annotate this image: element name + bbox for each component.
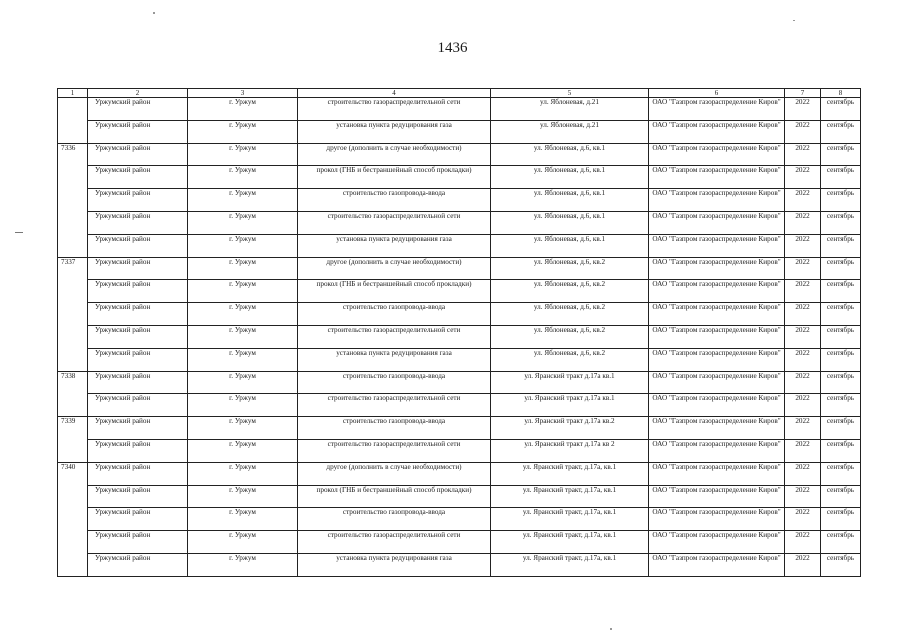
cell-month: сентябрь	[821, 485, 861, 508]
cell-month: сентябрь	[821, 462, 861, 485]
cell-city: г. Уржум	[188, 166, 298, 189]
cell-organization: ОАО "Газпром газораспределение Киров"	[649, 234, 785, 257]
cell-district: Уржумский район	[88, 485, 188, 508]
cell-district: Уржумский район	[88, 189, 188, 212]
cell-work-type: другое (дополнить в случае необходимости)	[298, 462, 491, 485]
cell-district: Уржумский район	[88, 98, 188, 121]
cell-city: г. Уржум	[188, 257, 298, 280]
cell-address: ул. Яранский тракт д.17а кв.1	[491, 371, 649, 394]
cell-year: 2022	[785, 280, 821, 303]
cell-number: 7340	[58, 462, 88, 485]
cell-city: г. Уржум	[188, 120, 298, 143]
cell-month: сентябрь	[821, 234, 861, 257]
cell-work-type: прокол (ГНБ и бестраншейный способ прокладки)	[298, 485, 491, 508]
cell-number	[58, 303, 88, 326]
cell-address: ул. Яблоневая, д.6, кв.2	[491, 303, 649, 326]
column-number: 3	[188, 89, 298, 98]
table-row	[58, 280, 861, 303]
cell-city: г. Уржум	[188, 371, 298, 394]
cell-city: г. Уржум	[188, 348, 298, 371]
cell-city: г. Уржум	[188, 143, 298, 166]
cell-address: ул. Яранский тракт д.17а кв.1	[491, 394, 649, 417]
column-number: 1	[58, 89, 88, 98]
cell-number: 7338	[58, 371, 88, 394]
cell-month: сентябрь	[821, 303, 861, 326]
cell-month: сентябрь	[821, 211, 861, 234]
cell-year: 2022	[785, 417, 821, 440]
cell-district: Уржумский район	[88, 166, 188, 189]
cell-work-type: другое (дополнить в случае необходимости)	[298, 257, 491, 280]
cell-year: 2022	[785, 143, 821, 166]
cell-month: сентябрь	[821, 257, 861, 280]
cell-address: ул. Яблоневая, д.6, кв.1	[491, 166, 649, 189]
cell-district: Уржумский район	[88, 348, 188, 371]
cell-number	[58, 439, 88, 462]
scan-speck	[153, 12, 155, 14]
scan-speck	[15, 232, 23, 233]
table-row	[58, 508, 861, 531]
cell-district: Уржумский район	[88, 394, 188, 417]
column-number-row	[58, 89, 861, 98]
cell-city: г. Уржум	[188, 303, 298, 326]
cell-address: ул. Яблоневая, д.6, кв.2	[491, 257, 649, 280]
cell-month: сентябрь	[821, 531, 861, 554]
cell-number	[58, 348, 88, 371]
cell-work-type: установка пункта редуцирования газа	[298, 234, 491, 257]
column-number: 4	[298, 89, 491, 98]
cell-number	[58, 166, 88, 189]
cell-month: сентябрь	[821, 280, 861, 303]
cell-district: Уржумский район	[88, 462, 188, 485]
cell-number: 7339	[58, 417, 88, 440]
table-row	[58, 462, 861, 485]
cell-number	[58, 189, 88, 212]
cell-work-type: строительство газопровода-ввода	[298, 371, 491, 394]
cell-city: г. Уржум	[188, 508, 298, 531]
cell-year: 2022	[785, 234, 821, 257]
cell-number	[58, 211, 88, 234]
cell-organization: ОАО "Газпром газораспределение Киров"	[649, 143, 785, 166]
cell-organization: ОАО "Газпром газораспределение Киров"	[649, 325, 785, 348]
cell-year: 2022	[785, 394, 821, 417]
cell-district: Уржумский район	[88, 553, 188, 576]
column-number: 7	[785, 89, 821, 98]
cell-month: сентябрь	[821, 394, 861, 417]
cell-organization: ОАО "Газпром газораспределение Киров"	[649, 98, 785, 121]
cell-number	[58, 234, 88, 257]
cell-organization: ОАО "Газпром газораспределение Киров"	[649, 280, 785, 303]
cell-work-type: строительство газораспределительной сети	[298, 98, 491, 121]
cell-address: ул. Яблоневая, д.21	[491, 98, 649, 121]
cell-year: 2022	[785, 371, 821, 394]
cell-number	[58, 485, 88, 508]
cell-address: ул. Яблоневая, д.6, кв.2	[491, 348, 649, 371]
cell-month: сентябрь	[821, 371, 861, 394]
column-number: 8	[821, 89, 861, 98]
cell-city: г. Уржум	[188, 553, 298, 576]
cell-work-type: строительство газопровода-ввода	[298, 417, 491, 440]
table-row	[58, 189, 861, 212]
cell-organization: ОАО "Газпром газораспределение Киров"	[649, 394, 785, 417]
cell-number	[58, 553, 88, 576]
cell-city: г. Уржум	[188, 325, 298, 348]
cell-organization: ОАО "Газпром газораспределение Киров"	[649, 439, 785, 462]
cell-address: ул. Яблоневая, д.21	[491, 120, 649, 143]
cell-month: сентябрь	[821, 189, 861, 212]
cell-organization: ОАО "Газпром газораспределение Киров"	[649, 531, 785, 554]
cell-district: Уржумский район	[88, 371, 188, 394]
cell-address: ул. Яблоневая, д.6, кв.1	[491, 211, 649, 234]
cell-year: 2022	[785, 98, 821, 121]
cell-address: ул. Яранский тракт, д.17а, кв.1	[491, 462, 649, 485]
cell-city: г. Уржум	[188, 462, 298, 485]
table-row	[58, 531, 861, 554]
cell-city: г. Уржум	[188, 189, 298, 212]
cell-number	[58, 98, 88, 121]
cell-work-type: прокол (ГНБ и бестраншейный способ прокладки)	[298, 280, 491, 303]
cell-organization: ОАО "Газпром газораспределение Киров"	[649, 120, 785, 143]
gas-works-table	[57, 88, 861, 577]
cell-work-type: строительство газораспределительной сети	[298, 325, 491, 348]
cell-number	[58, 280, 88, 303]
cell-year: 2022	[785, 485, 821, 508]
cell-district: Уржумский район	[88, 508, 188, 531]
cell-month: сентябрь	[821, 98, 861, 121]
cell-district: Уржумский район	[88, 325, 188, 348]
cell-district: Уржумский район	[88, 257, 188, 280]
table-row	[58, 257, 861, 280]
cell-district: Уржумский район	[88, 280, 188, 303]
table-row	[58, 417, 861, 440]
cell-address: ул. Яранский тракт, д.17а, кв.1	[491, 553, 649, 576]
cell-address: ул. Яранский тракт, д.17а, кв.1	[491, 508, 649, 531]
table-row	[58, 553, 861, 576]
cell-organization: ОАО "Газпром газораспределение Киров"	[649, 189, 785, 212]
table-row	[58, 439, 861, 462]
cell-work-type: другое (дополнить в случае необходимости)	[298, 143, 491, 166]
cell-work-type: строительство газораспределительной сети	[298, 394, 491, 417]
table-row	[58, 348, 861, 371]
cell-organization: ОАО "Газпром газораспределение Киров"	[649, 371, 785, 394]
cell-work-type: строительство газопровода-ввода	[298, 303, 491, 326]
cell-number	[58, 325, 88, 348]
cell-work-type: установка пункта редуцирования газа	[298, 348, 491, 371]
cell-work-type: строительство газопровода-ввода	[298, 189, 491, 212]
cell-organization: ОАО "Газпром газораспределение Киров"	[649, 417, 785, 440]
cell-year: 2022	[785, 120, 821, 143]
cell-month: сентябрь	[821, 325, 861, 348]
cell-district: Уржумский район	[88, 143, 188, 166]
cell-month: сентябрь	[821, 143, 861, 166]
scan-speck	[610, 628, 612, 630]
table-row	[58, 303, 861, 326]
cell-year: 2022	[785, 303, 821, 326]
cell-city: г. Уржум	[188, 280, 298, 303]
table-row	[58, 120, 861, 143]
cell-district: Уржумский район	[88, 234, 188, 257]
cell-district: Уржумский район	[88, 439, 188, 462]
cell-city: г. Уржум	[188, 417, 298, 440]
scan-speck	[793, 20, 795, 21]
cell-city: г. Уржум	[188, 485, 298, 508]
cell-work-type: строительство газораспределительной сети	[298, 211, 491, 234]
cell-organization: ОАО "Газпром газораспределение Киров"	[649, 462, 785, 485]
table-row	[58, 234, 861, 257]
cell-month: сентябрь	[821, 348, 861, 371]
cell-number	[58, 394, 88, 417]
cell-number: 7336	[58, 143, 88, 166]
column-number: 6	[649, 89, 785, 98]
cell-district: Уржумский район	[88, 417, 188, 440]
cell-number	[58, 531, 88, 554]
cell-district: Уржумский район	[88, 211, 188, 234]
cell-number: 7337	[58, 257, 88, 280]
table-body	[58, 98, 861, 577]
table-header	[58, 89, 861, 98]
table-row	[58, 325, 861, 348]
cell-organization: ОАО "Газпром газораспределение Киров"	[649, 211, 785, 234]
cell-organization: ОАО "Газпром газораспределение Киров"	[649, 553, 785, 576]
cell-year: 2022	[785, 166, 821, 189]
cell-address: ул. Яранский тракт д.17а кв 2	[491, 439, 649, 462]
cell-district: Уржумский район	[88, 303, 188, 326]
table-row	[58, 211, 861, 234]
cell-work-type: строительство газораспределительной сети	[298, 531, 491, 554]
column-number: 2	[88, 89, 188, 98]
cell-address: ул. Яблоневая, д.6, кв.1	[491, 234, 649, 257]
cell-city: г. Уржум	[188, 234, 298, 257]
cell-month: сентябрь	[821, 417, 861, 440]
table-row	[58, 485, 861, 508]
cell-year: 2022	[785, 553, 821, 576]
cell-year: 2022	[785, 439, 821, 462]
cell-year: 2022	[785, 211, 821, 234]
cell-work-type: установка пункта редуцирования газа	[298, 120, 491, 143]
cell-address: ул. Яранский тракт, д.17а, кв.1	[491, 485, 649, 508]
cell-month: сентябрь	[821, 439, 861, 462]
cell-year: 2022	[785, 508, 821, 531]
cell-work-type: строительство газопровода-ввода	[298, 508, 491, 531]
cell-month: сентябрь	[821, 508, 861, 531]
cell-address: ул. Яблоневая, д.6, кв.2	[491, 325, 649, 348]
cell-month: сентябрь	[821, 120, 861, 143]
table-row	[58, 166, 861, 189]
cell-work-type: прокол (ГНБ и бестраншейный способ прокладки)	[298, 166, 491, 189]
cell-address: ул. Яранский тракт, д.17а, кв.1	[491, 531, 649, 554]
cell-city: г. Уржум	[188, 98, 298, 121]
column-number: 5	[491, 89, 649, 98]
cell-city: г. Уржум	[188, 531, 298, 554]
cell-organization: ОАО "Газпром газораспределение Киров"	[649, 348, 785, 371]
cell-address: ул. Яблоневая, д.6, кв.1	[491, 189, 649, 212]
cell-number	[58, 120, 88, 143]
table-row	[58, 394, 861, 417]
cell-month: сентябрь	[821, 553, 861, 576]
cell-organization: ОАО "Газпром газораспределение Киров"	[649, 508, 785, 531]
cell-city: г. Уржум	[188, 394, 298, 417]
cell-organization: ОАО "Газпром газораспределение Киров"	[649, 485, 785, 508]
cell-address: ул. Яблоневая, д.6, кв.2	[491, 280, 649, 303]
cell-organization: ОАО "Газпром газораспределение Киров"	[649, 166, 785, 189]
page-number: 1436	[437, 40, 468, 56]
cell-year: 2022	[785, 462, 821, 485]
cell-number	[58, 508, 88, 531]
cell-district: Уржумский район	[88, 531, 188, 554]
cell-year: 2022	[785, 325, 821, 348]
cell-address: ул. Яблоневая, д.6, кв.1	[491, 143, 649, 166]
table-row	[58, 98, 861, 121]
table-row	[58, 371, 861, 394]
cell-address: ул. Яранский тракт д.17а кв.2	[491, 417, 649, 440]
cell-month: сентябрь	[821, 166, 861, 189]
cell-year: 2022	[785, 531, 821, 554]
table-row	[58, 143, 861, 166]
cell-year: 2022	[785, 348, 821, 371]
cell-work-type: строительство газораспределительной сети	[298, 439, 491, 462]
cell-organization: ОАО "Газпром газораспределение Киров"	[649, 257, 785, 280]
cell-year: 2022	[785, 257, 821, 280]
cell-city: г. Уржум	[188, 439, 298, 462]
cell-city: г. Уржум	[188, 211, 298, 234]
cell-organization: ОАО "Газпром газораспределение Киров"	[649, 303, 785, 326]
cell-year: 2022	[785, 189, 821, 212]
cell-work-type: установка пункта редуцирования газа	[298, 553, 491, 576]
cell-district: Уржумский район	[88, 120, 188, 143]
